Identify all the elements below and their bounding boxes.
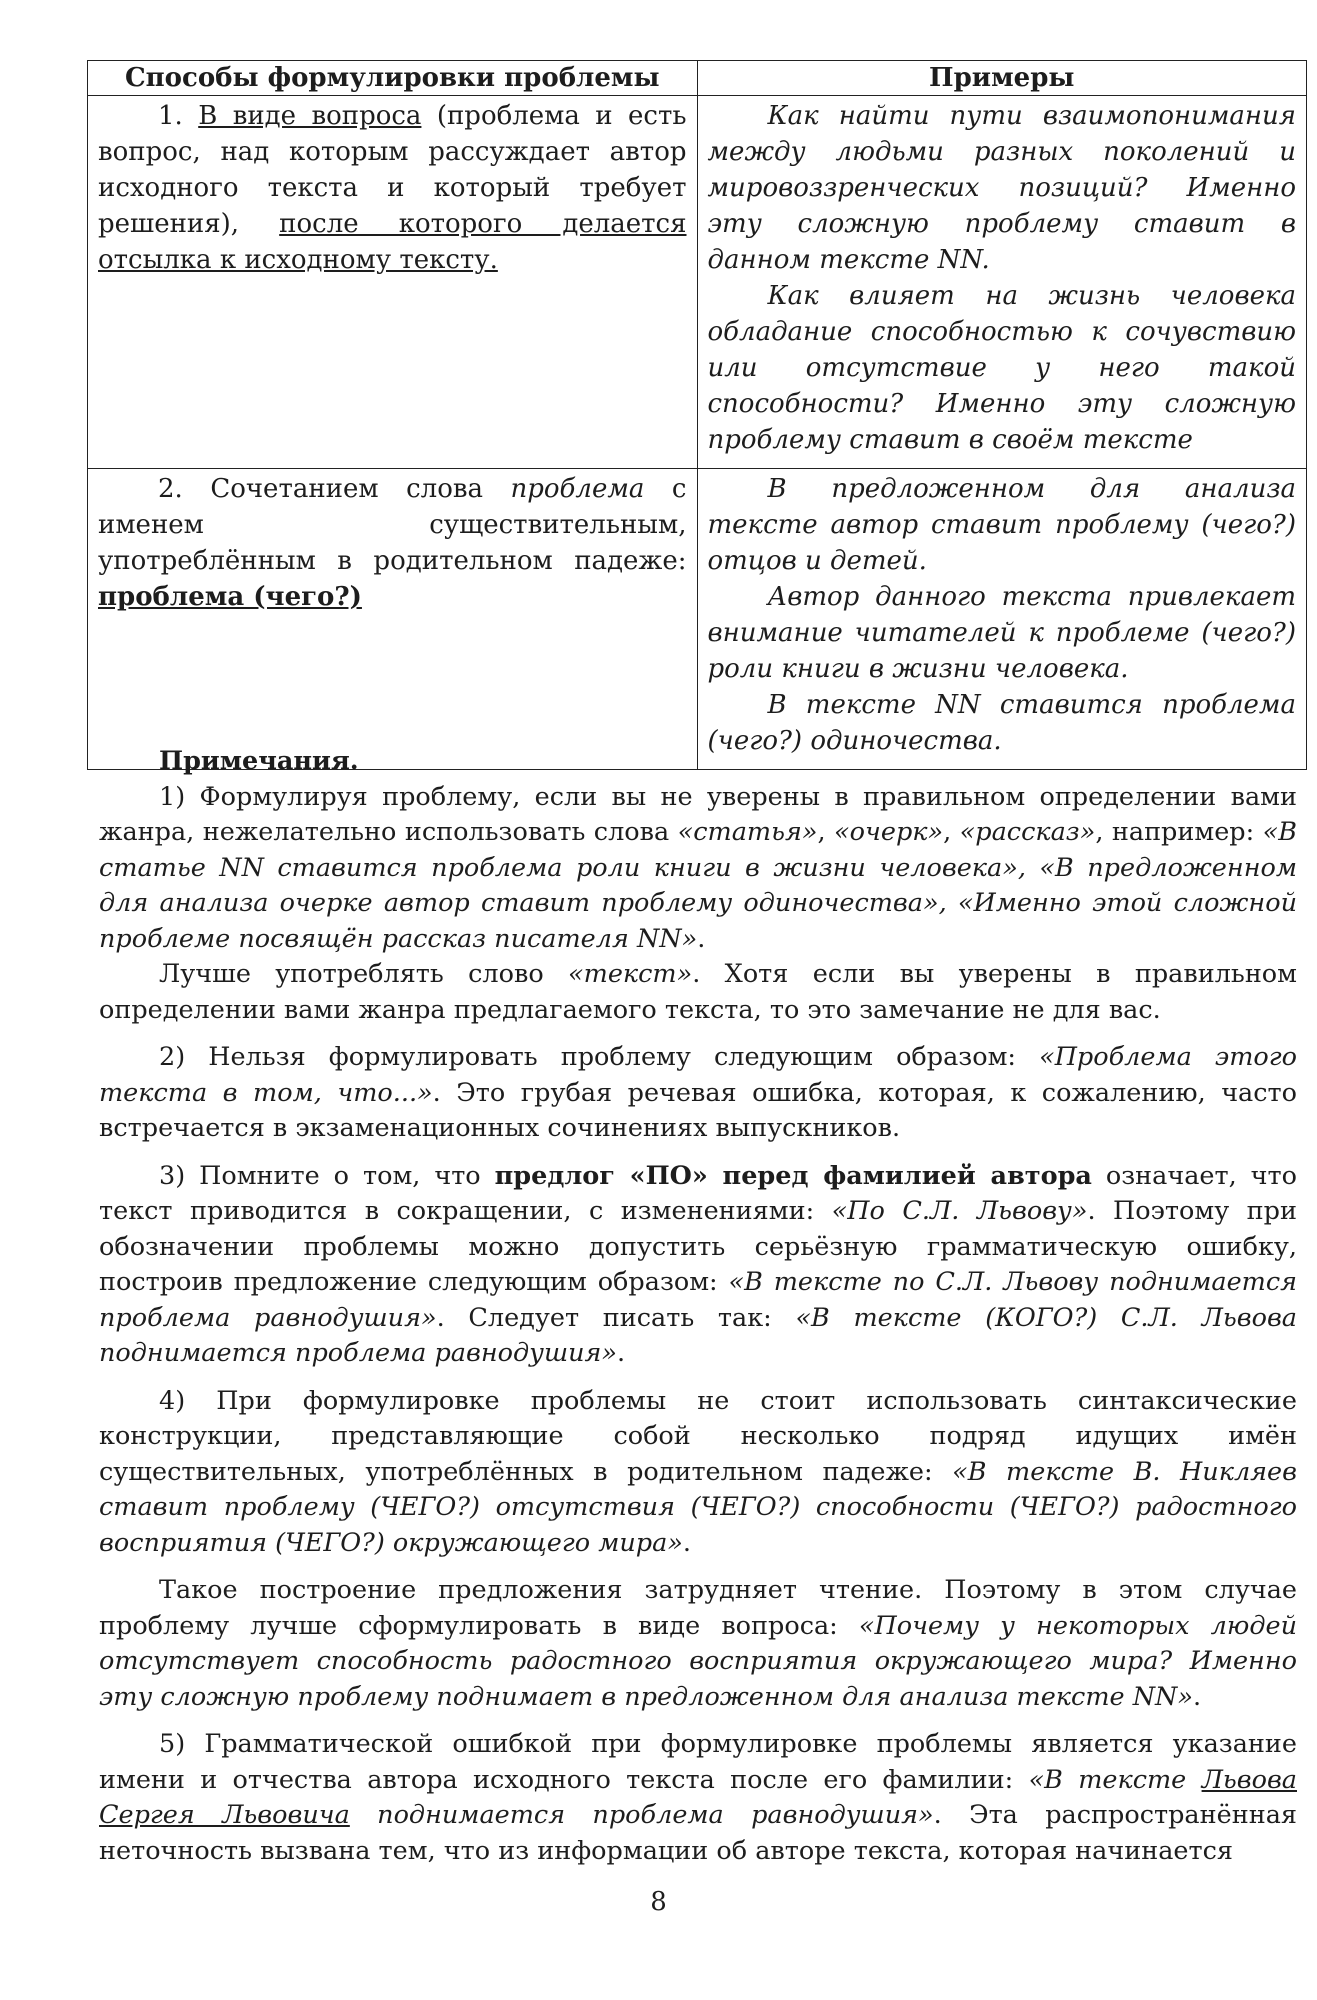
note-quote: «В тексте: [1028, 1764, 1202, 1795]
note-text: .: [1192, 1681, 1202, 1712]
example-text: Как влияет на жизнь человека обладание способностью к сочувствию или отсутствие у него такой способности? Именно эту сложную проблему ставит в своём тексте: [707, 281, 1296, 455]
note-paragraph: [99, 1384, 1297, 1562]
note-text: 2) Нельзя формулировать проблему следующим образом:: [159, 1042, 1040, 1072]
note-text: . Хотя если вы уверены в правильном определении вами жанра предлагаемого текста, то это замечание не для вас.: [99, 959, 1297, 1025]
method-text: 2. Сочетанием слова: [158, 474, 511, 504]
note-text: 1) Формулируя проблему, если вы не уверены в правильном определении вами жанра, нежелательно использовать слова: [99, 781, 1297, 847]
example-text: Как найти пути взаимопонимания между людьми разных поколений и мировоззренческих позиций? Именно эту сложную проблему ставит в данном тексте NN.: [707, 101, 1296, 275]
note-quote: «очерк»: [834, 817, 944, 847]
example-text: В тексте NN ставится проблема (чего?) одиночества.: [707, 690, 1296, 756]
example-text: Автор данного текста привлекает внимание читателей к проблеме (чего?) роли книги в жизни человека.: [707, 582, 1296, 684]
note-text: ,: [943, 817, 960, 847]
notes-section: [99, 744, 1297, 1869]
table-header-examples: Примеры: [697, 61, 1307, 96]
note-quote: «В статье NN ставится проблема роли книги в жизни человека», «В предложенном для анализа очерке автор ставит проблему одиночества», «Именно этой сложной проблеме посвящён рассказ писателя NN»: [99, 817, 1298, 954]
note-text: .: [617, 1338, 626, 1368]
note-text: Такое построение предложения затрудняет чтение. Поэтому в этом случае проблему лучше сформулировать в виде вопроса:: [99, 1575, 1297, 1641]
note-paragraph: [99, 780, 1297, 958]
table-header-row: [88, 61, 1307, 96]
method-description: [98, 471, 687, 615]
table-row: [88, 96, 1307, 469]
examples-cell-question: [697, 96, 1307, 469]
note-text: 5) Грамматической ошибкой при формулировке проблемы является указание имени и отчества автора исходного текста после его фамилии:: [99, 1729, 1297, 1795]
note-quote: «Проблема этого текста в том, что...»: [99, 1042, 1297, 1108]
note-text: 3) Помните о том, что: [159, 1160, 495, 1191]
method-text: (проблема и есть вопрос, над которым рассуждает автор исходного текста и который требует решения),: [98, 101, 687, 239]
note-text: . Это грубая речевая ошибка, которая, к сожалению, часто встречается в экзаменационных сочинениях выпускников.: [99, 1077, 1297, 1143]
method-number: 1.: [158, 101, 199, 131]
note-quote: «Почему у некоторых людей отсутствует способность радостного восприятия окружающего мира? Именно эту сложную проблему поднимает в предложенном для анализа тексте NN»: [99, 1610, 1297, 1712]
note-text: .: [697, 923, 706, 954]
note-text: 4) При формулировке проблемы не стоит использовать синтаксические конструкции, представляющие собой несколько подряд идущих имён существительных, употреблённых в родительном падеже:: [99, 1385, 1297, 1487]
methods-table: [87, 60, 1307, 770]
note-paragraph: [99, 1573, 1297, 1715]
table-row: [88, 469, 1307, 770]
note-quote: поднимается проблема равнодушия»: [349, 1800, 934, 1830]
method-term: проблема: [510, 474, 645, 504]
note-quote: «По С.Л. Львову»: [831, 1196, 1088, 1226]
note-text: . Поэтому при обозначении проблемы можно допустить серьёзную грамматическую ошибку, построив предложение следующим образом:: [99, 1196, 1297, 1297]
note-quote: «текст»: [568, 959, 693, 989]
table-header-methods: Способы формулировки проблемы: [88, 61, 698, 96]
note-quote-underlined: Львова Сергея Львовича: [99, 1764, 1297, 1830]
note-paragraph: [99, 1040, 1297, 1147]
note-paragraph: [99, 957, 1297, 1028]
method-cell-combination: [88, 469, 698, 770]
note-text: . Эта распространённая неточность вызвана тем, что из информации об авторе текста, которая начинается: [99, 1800, 1297, 1866]
note-text: ,: [817, 817, 835, 847]
note-quote: «В тексте В. Никляев ставит проблему (ЧЕГО?) отсутствия (ЧЕГО?) способности (ЧЕГО?) радостного восприятия (ЧЕГО?) окружающего мира»: [99, 1456, 1297, 1558]
examples-cell-combination: [697, 469, 1307, 770]
note-text: означает, что текст приводится в сокращении, с изменениями:: [99, 1160, 1297, 1226]
method-text: с именем существительным, употреблённым в родительном падеже:: [98, 474, 687, 576]
note-text: Лучше употреблять слово: [159, 959, 569, 989]
note-paragraph: [99, 1727, 1297, 1869]
note-quote: «В тексте (КОГО?) С.Л. Львова поднимается проблема равнодушия»: [99, 1302, 1297, 1368]
note-paragraph: [99, 1159, 1297, 1372]
note-text: , например:: [1095, 817, 1263, 847]
method-cell-question: [88, 96, 698, 469]
method-note: после которого делается отсылка к исходному тексту.: [98, 209, 687, 275]
page-number: 8: [650, 1887, 667, 1917]
method-description: [98, 98, 687, 278]
note-emphasis: предлог «ПО» перед фамилией автора: [494, 1160, 1092, 1191]
note-text: . Следует писать так:: [436, 1302, 796, 1333]
notes-heading: Примечания.: [159, 746, 359, 776]
method-formula: проблема (чего?): [98, 582, 362, 612]
note-quote: «статья»: [677, 817, 818, 847]
note-text: .: [682, 1527, 692, 1558]
method-title: В виде вопроса: [198, 101, 422, 131]
note-quote: «В тексте по С.Л. Львову поднимается проблема равнодушия»: [99, 1267, 1298, 1333]
example-text: В предложенном для анализа тексте автор ставит проблему (чего?) отцов и детей.: [707, 474, 1296, 576]
note-quote: «рассказ»: [959, 817, 1096, 847]
